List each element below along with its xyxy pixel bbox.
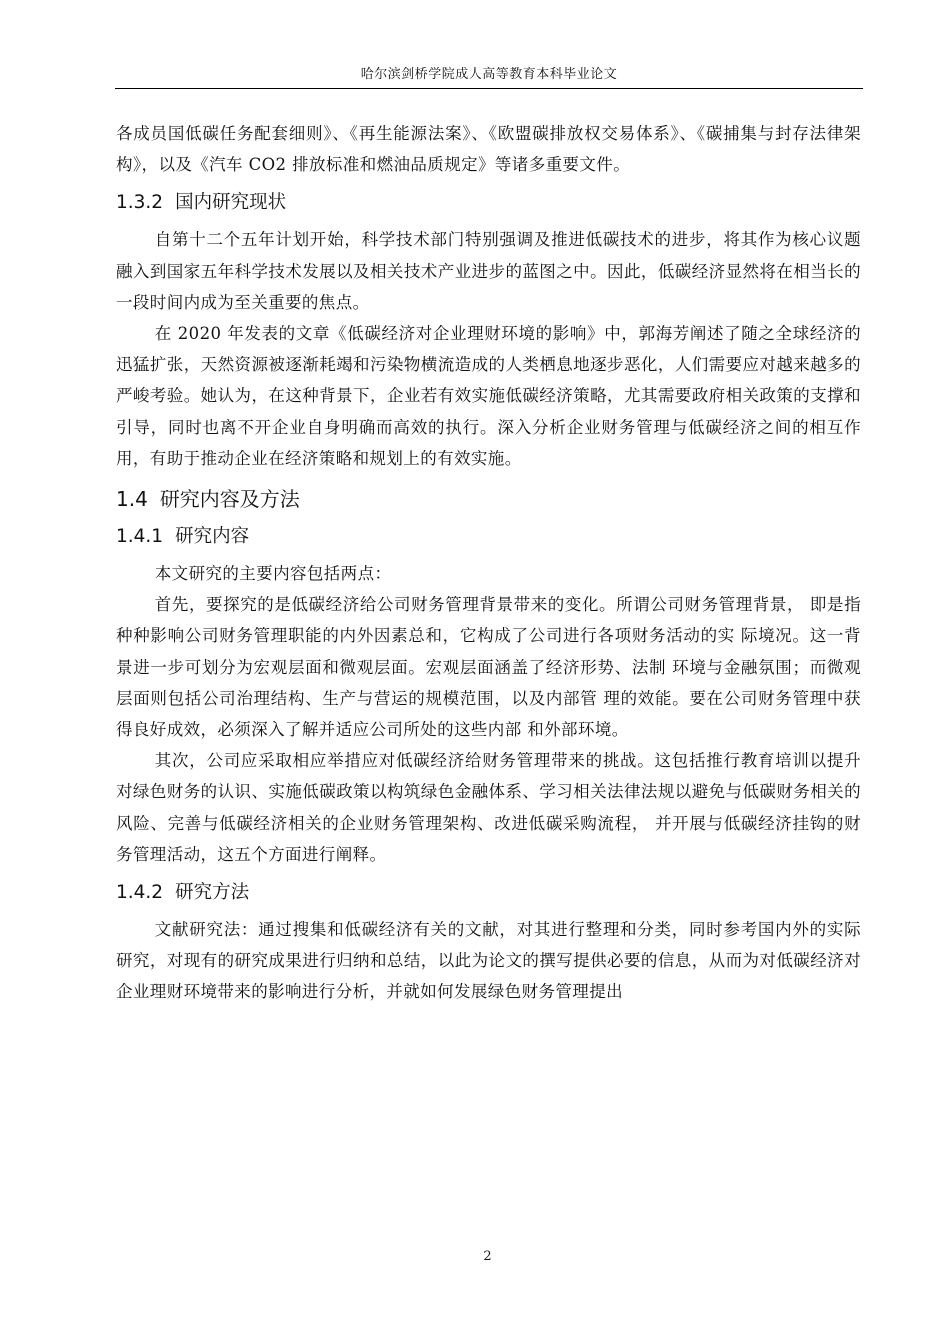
paragraph: 自第十二个五年计划开始，科学技术部门特别强调及推进低碳技术的进步，将其作为核心议题融入到国家五年科学技术发展以及相关技术产业进步的蓝图之中。因此，低碳经济显然将在相当长的一段时间内成为至关重要的焦点。 [116, 230, 861, 312]
section-heading-1-4 [116, 484, 861, 514]
paragraph: 其次，公司应采取相应举措应对低碳经济给财务管理带来的挑战。这包括推行教育培训以提升对绿色财务的认识、实施低碳政策以构筑绿色金融体系、学习相关法律法规以避免与低碳财务相关的风险、完善与低碳经济相关的企业财务管理架构、改进低碳采购流程， 并开展与低碳经济挂钩的财务管理活动，这五个方面进行阐释。 [116, 751, 861, 864]
section-number: 1.4.2 [116, 882, 164, 904]
section-number: 1.4.1 [116, 526, 164, 548]
header-divider [115, 88, 863, 89]
page-header: 哈尔滨剑桥学院成人高等教育本科毕业论文 [360, 67, 618, 82]
paragraph: 文献研究法：通过搜集和低碳经济有关的文献，对其进行整理和分类，同时参考国内外的实际研究，对现有的研究成果进行归纳和总结，以此为论文的撰写提供必要的信息，从而为对低碳经济对企业理财环境带来的影响进行分析，并就如何发展绿色财务管理提出 [116, 920, 861, 1002]
section-heading-1-4-2 [116, 879, 861, 907]
section-number: 1.4 [116, 487, 148, 512]
section-title: 研究内容 [175, 526, 250, 548]
section-title: 研究内容及方法 [159, 487, 300, 512]
section-title: 研究方法 [175, 882, 250, 904]
paragraph: 首先，要探究的是低碳经济给公司财务管理背景带来的变化。所谓公司财务管理背景， 即是指种种影响公司财务管理职能的内外因素总和，它构成了公司进行各项财务活动的实 际境况。这一背景进一步可划分为宏观层面和微观层面。宏观层面涵盖了经济形势、法制 环境与金融氛围；而微观层面则包括公司治理结构、生产与营运的规模范围，以及内部管 理的效能。要在公司财务管理中获得良好成效，必须深入了解并适应公司所处的这些内部 和外部环境。 [116, 595, 861, 740]
section-heading-1-3-2 [116, 189, 861, 217]
paragraph-continued: 各成员国低碳任务配套细则》、《再生能源法案》、《欧盟碳排放权交易体系》、《碳捕集与封存法律架构》，以及《汽车 CO2 排放标准和燃油品质规定》等诸多重要文件。 [116, 124, 861, 175]
section-heading-1-4-1 [116, 523, 861, 551]
section-title: 国内研究现状 [175, 192, 287, 214]
paragraph: 本文研究的主要内容包括两点： [154, 564, 392, 584]
document-body [116, 118, 861, 1008]
page-number: 2 [483, 1249, 492, 1264]
paragraph: 在 2020 年发表的文章《低碳经济对企业理财环境的影响》中，郭海芳阐述了随之全球经济的迅猛扩张，天然资源被逐渐耗竭和污染物横流造成的人类栖息地逐步恶化，人们需要应对越来越多的严峻考验。她认为，在这种背景下，企业若有效实施低碳经济策略，尤其需要政府相关政策的支撑和引导，同时也离不开企业自身明确而高效的执行。深入分析企业财务管理与低碳经济之间的相互作用，有助于推动企业在经济策略和规划上的有效实施。 [116, 324, 861, 468]
section-number: 1.3.2 [116, 192, 164, 214]
